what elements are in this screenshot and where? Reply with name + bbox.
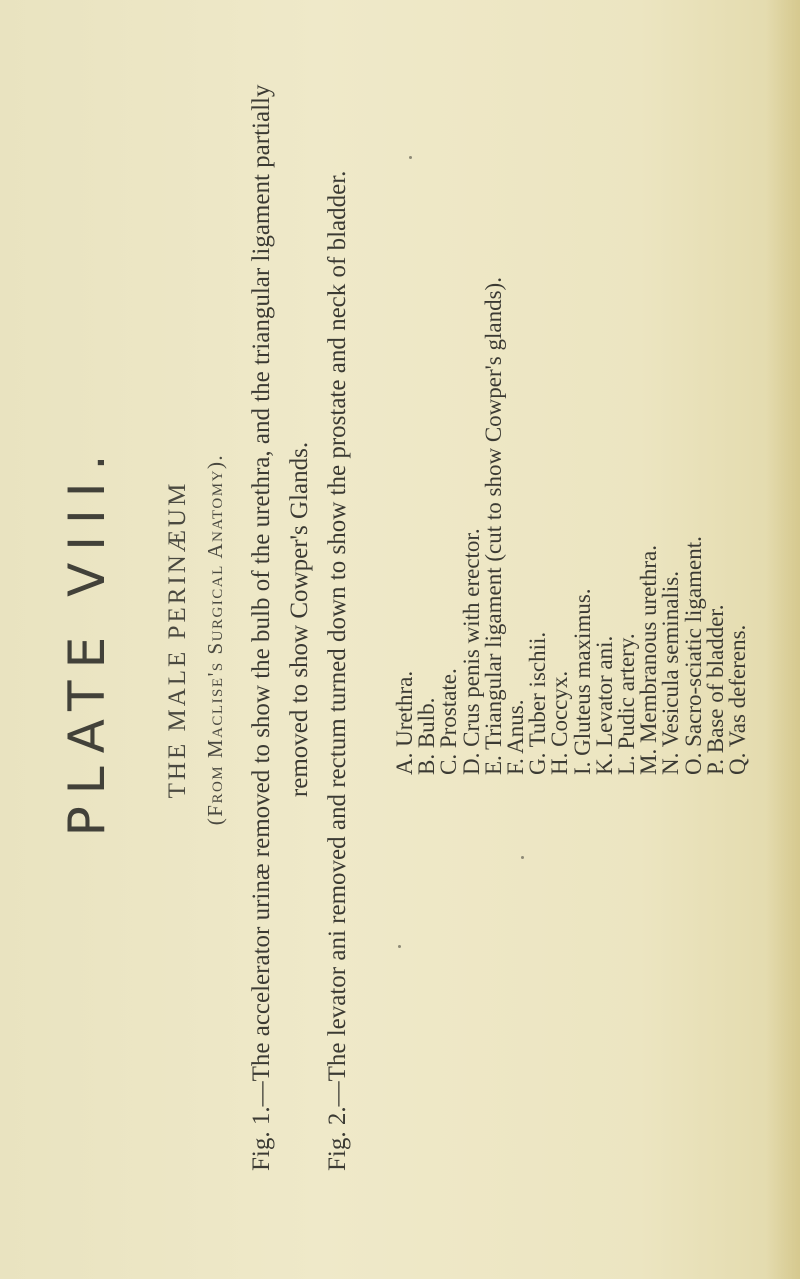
legend-item: N. Vesicula seminalis. bbox=[658, 571, 684, 775]
figure-2-caption: Fig. 2.—The levator ani removed and rectum turned down to show the prostate and neck of bladder. bbox=[324, 170, 351, 1171]
legend-item: G. Tuber ischii. bbox=[525, 631, 551, 775]
legend-item: Q. Vas deferens. bbox=[725, 624, 751, 775]
plate-title: PLATE VIII. bbox=[58, 442, 116, 837]
paper-fleck bbox=[409, 156, 412, 159]
source-note: (From Maclise's Surgical Anatomy). bbox=[203, 453, 227, 826]
plate-subtitle: THE MALE PERINÆUM bbox=[164, 480, 191, 799]
legend-item: M. Membranous urethra. bbox=[636, 545, 662, 775]
legend-item: P. Base of bladder. bbox=[702, 604, 728, 775]
legend-item: H. Coccyx. bbox=[547, 670, 573, 775]
legend-item: I. Gluteus maximus. bbox=[569, 588, 595, 775]
figure-1-caption-continued: removed to show Cowper's Glands. bbox=[286, 441, 313, 798]
legend-item: F. Anus. bbox=[503, 699, 529, 775]
figure-1-caption: Fig. 1.—The accelerator urinæ removed to show the bulb of the urethra, and the triangular ligament partially bbox=[248, 84, 275, 1171]
legend-item: L. Pudic artery. bbox=[614, 633, 640, 775]
legend-item: C. Prostate. bbox=[436, 668, 462, 775]
legend-item: K. Levator ani. bbox=[591, 635, 617, 775]
legend-item: O. Sacro-sciatic ligament. bbox=[680, 536, 706, 775]
legend-item: A. Urethra. bbox=[392, 670, 417, 775]
paper-fleck bbox=[521, 856, 524, 859]
legend-item: E. Triangular ligament (cut to show Cowper's glands). bbox=[480, 277, 506, 775]
legend-item: B. Bulb. bbox=[414, 697, 440, 775]
legend-list bbox=[394, 277, 749, 775]
legend-item: D. Crus penis with erector. bbox=[458, 528, 484, 775]
paper-fleck bbox=[398, 945, 401, 948]
